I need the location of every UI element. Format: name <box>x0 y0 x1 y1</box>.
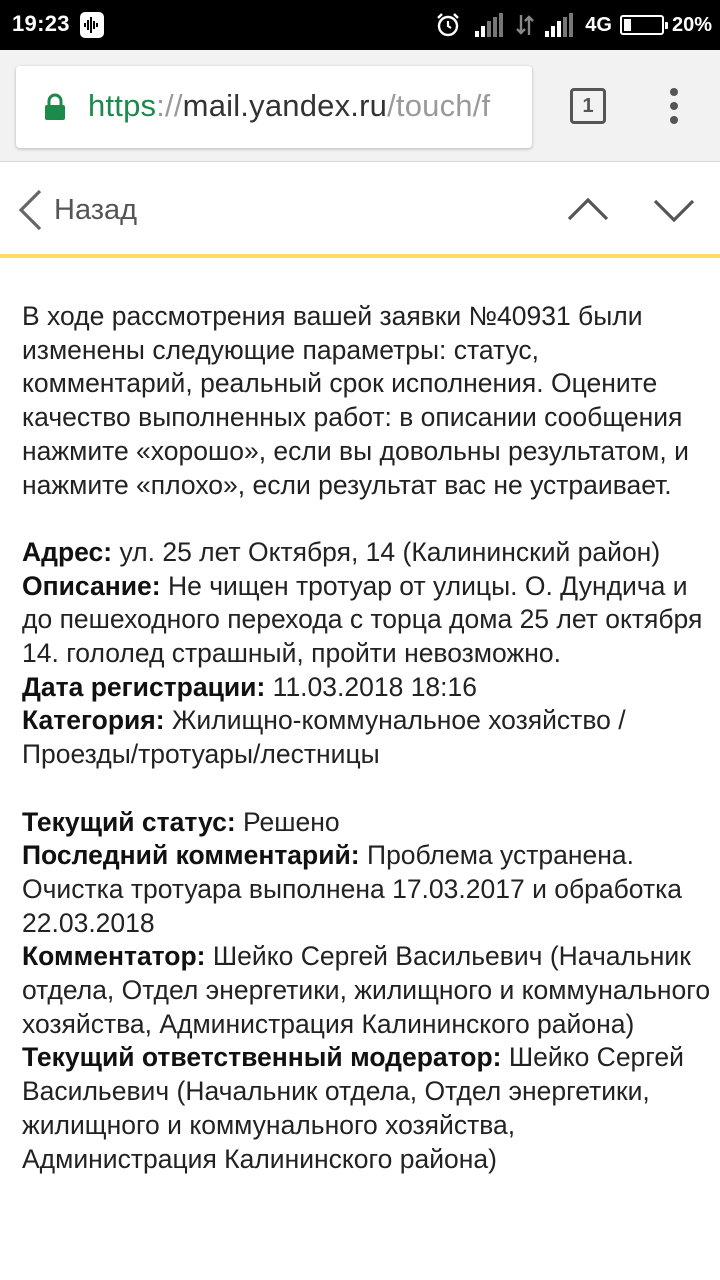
description-row <box>22 570 712 671</box>
signal-icon <box>475 13 505 37</box>
url-text[interactable] <box>88 88 490 124</box>
status-value: Решено <box>243 806 340 837</box>
data-transfer-icon <box>515 13 535 37</box>
signal-icon-2 <box>545 13 575 37</box>
scrolled-off-text-fragment <box>22 262 702 267</box>
address-value: ул. 25 лет Октября, 14 (Калининский район) <box>119 536 661 567</box>
alarm-icon <box>435 12 461 38</box>
last-comment-value: Проблема устранена. Очистка тротуара выполнена 17.03.2017 и обработка 22.03.2018 <box>22 840 683 938</box>
description-value: Не чищен тротуар от улицы. О. Дундича и до пешеходного перехода с торца дома 25 лет октября 14. гололед страшный, пройти невозможно. <box>22 570 703 669</box>
chevron-left-icon <box>16 188 44 232</box>
message-text <box>22 300 712 1176</box>
registration-date-label: Дата регистрации: <box>22 671 266 702</box>
voice-recorder-icon <box>80 12 104 38</box>
registration-date-row <box>22 671 712 705</box>
category-label: Категория: <box>22 705 165 736</box>
url-scheme: https <box>88 88 157 123</box>
registration-date-value: 11.03.2018 18:16 <box>272 671 478 702</box>
commentator-value: Шейко Сергей Васильевич (Начальник отдела, Отдел энергетики, жилищного и коммунального хозяйства, Администрация Калининского района) <box>22 941 711 1039</box>
browser-toolbar <box>0 50 720 162</box>
next-message-chevron-down-icon[interactable] <box>652 190 696 230</box>
status-bar <box>0 0 720 50</box>
message-intro: В ходе рассмотрения вашей заявки №40931 были изменены следующие параметры: статус, комментарий, реальный срок исполнения. Оцените качество выполненных работ: в описании сообщения нажмите «хорошо», если вы довольны результатом, и нажмите «плохо», если результат вас не устраивает. <box>22 301 689 500</box>
moderator-row <box>22 1041 712 1176</box>
last-comment-label: Последний комментарий: <box>22 840 360 871</box>
url-separator: :// <box>156 88 183 123</box>
address-label: Адрес: <box>22 536 113 567</box>
back-label: Назад <box>54 193 138 226</box>
url-path: /touch/f <box>387 88 491 123</box>
commentator-row <box>22 940 712 1041</box>
battery-percent: 20% <box>671 13 712 36</box>
battery-icon <box>620 15 664 35</box>
lock-icon <box>44 93 66 121</box>
url-host: mail.yandex.ru <box>182 88 388 123</box>
status-label: Текущий статус: <box>22 806 236 837</box>
tab-switcher-button[interactable]: 1 <box>570 88 606 124</box>
back-button[interactable] <box>16 186 137 234</box>
status-time: 19:23 <box>12 11 70 36</box>
mail-navigation <box>0 162 720 258</box>
moderator-value: Шейко Сергей Васильевич (Начальник отдела, Отдел энергетики, жилищного и коммунального хозяйства, Администрация Калининского района) <box>22 1042 684 1174</box>
commentator-label: Комментатор: <box>22 941 206 972</box>
more-menu-icon[interactable] <box>664 88 684 124</box>
category-value: Жилищно-коммунальное хозяйство / Проезды/тротуары/лестницы <box>22 705 626 770</box>
last-comment-row <box>22 839 712 940</box>
address-bar[interactable] <box>16 66 532 148</box>
category-row <box>22 704 712 771</box>
message-body <box>0 262 720 1280</box>
moderator-label: Текущий ответственный модератор: <box>22 1042 502 1073</box>
status-row <box>22 806 712 840</box>
description-label: Описание: <box>22 570 161 601</box>
network-type: 4G <box>585 13 612 36</box>
previous-message-chevron-up-icon[interactable] <box>566 190 610 230</box>
address-row <box>22 536 712 570</box>
battery-level <box>624 19 631 31</box>
